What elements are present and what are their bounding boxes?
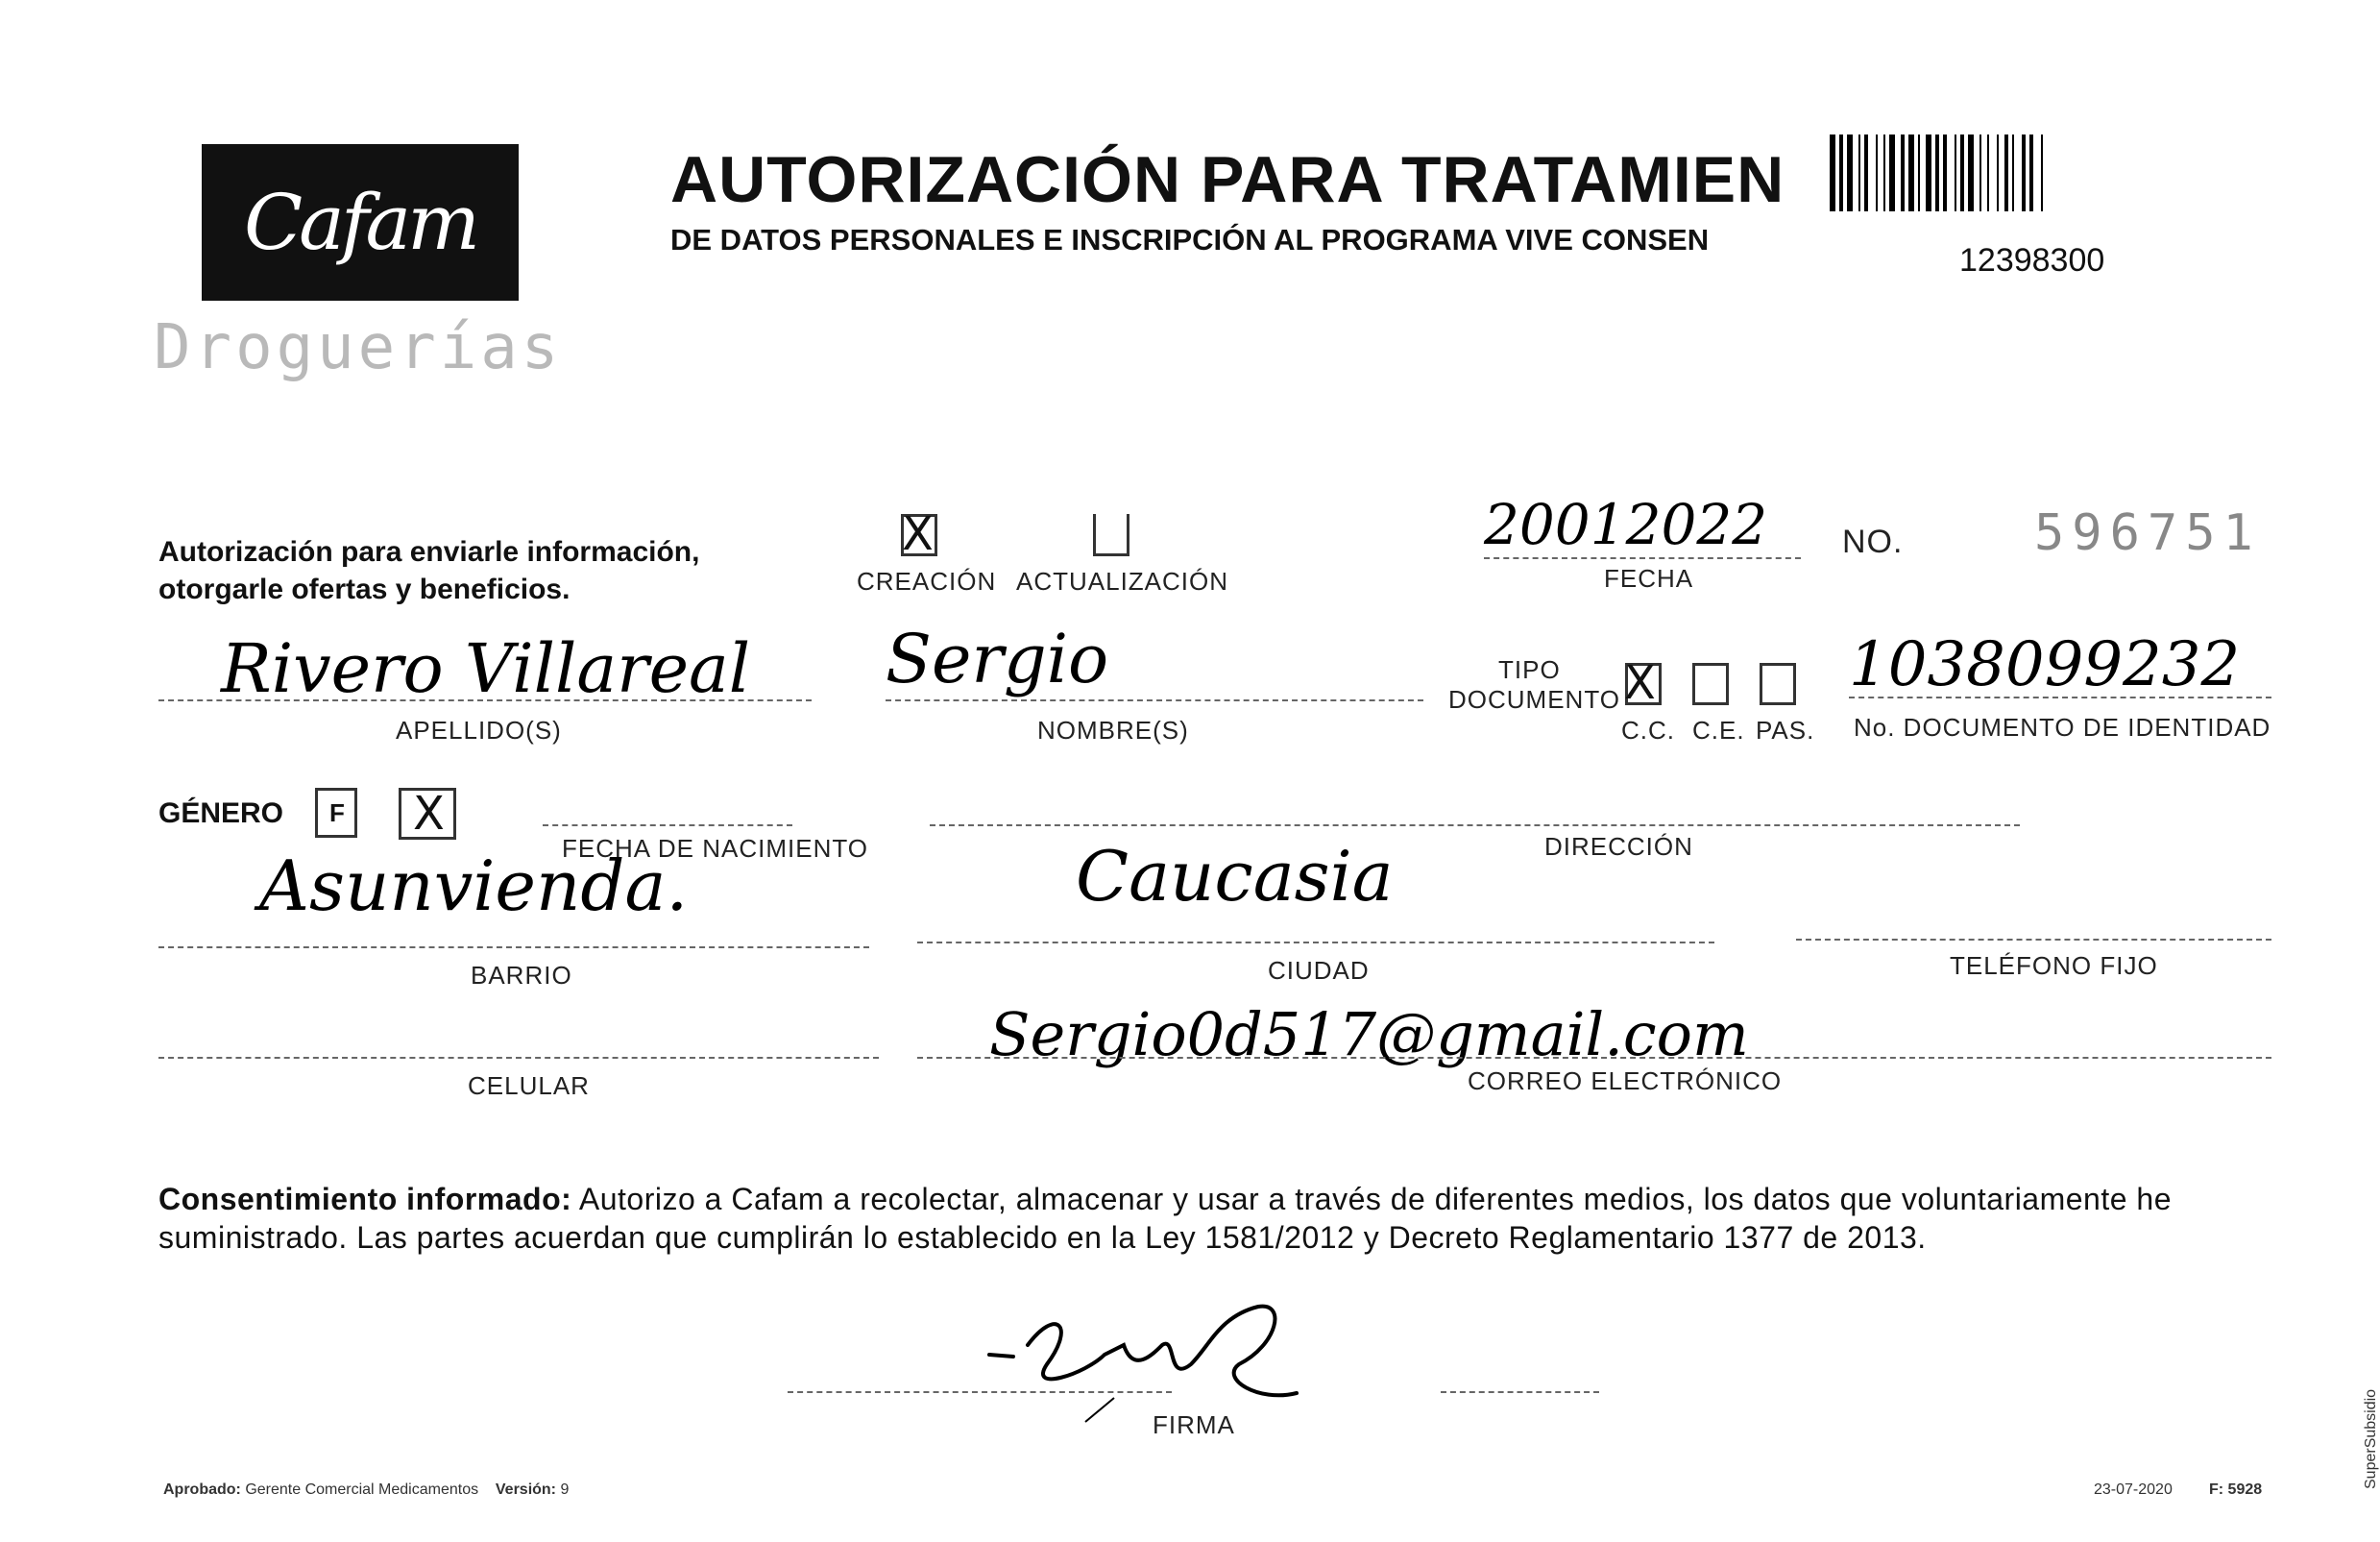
nombres-value[interactable]: Sergio (886, 620, 1109, 698)
form-subtitle: DE DATOS PERSONALES E INSCRIPCIÓN AL PROGRAMA VIVE CONSEN (670, 223, 1710, 257)
aprobado-value: Gerente Comercial Medicamentos (245, 1481, 479, 1498)
direccion-label: DIRECCIÓN (1544, 832, 1693, 861)
barcode-number: 12398300 (1959, 242, 2105, 279)
form-title: AUTORIZACIÓN PARA TRATAMIEN (670, 143, 1785, 216)
actualizacion-checkbox[interactable] (1093, 514, 1129, 556)
telefono-fijo-line (1796, 939, 2271, 941)
cc-label: C.C. (1621, 716, 1675, 745)
aprobado-label: Aprobado: (163, 1481, 241, 1498)
ciudad-label: CIUDAD (1268, 956, 1370, 985)
barcode (1830, 135, 2214, 211)
intro-line-2: otorgarle ofertas y beneficios. (158, 574, 571, 605)
consent-text: Autorizo a Cafam a recolectar, almacenar y usar a través de diferentes medios, los datos que voluntariamente he suministrado. Las partes acuerdan que cumplirán lo establecido en la Ley 1581/2012 y Decreto Reglamentario 1377 de 2013. (158, 1182, 2173, 1255)
fecha-line (1484, 557, 1801, 559)
footer-form-code: F: 5928 (2209, 1481, 2263, 1498)
consent-paragraph (158, 1180, 2271, 1257)
nacimiento-label: FECHA DE NACIMIENTO (562, 834, 869, 863)
celular-line (158, 1057, 879, 1059)
firma-line-left (788, 1391, 1172, 1393)
version-value: 9 (560, 1481, 570, 1498)
creacion-checkbox[interactable] (901, 507, 937, 561)
correo-label: CORREO ELECTRÓNICO (1468, 1066, 1783, 1095)
firma-line-right (1441, 1391, 1599, 1393)
supersubsidio-mark: SuperSubsidio (2363, 1388, 2379, 1489)
documento-line (1849, 697, 2271, 698)
celular-label: CELULAR (468, 1071, 590, 1100)
apellidos-line (158, 699, 812, 701)
telefono-fijo-label: TELÉFONO FIJO (1950, 951, 2158, 980)
apellidos-value[interactable]: Rivero Villareal (221, 629, 751, 708)
fecha-label: FECHA (1604, 564, 1694, 593)
ce-checkbox[interactable] (1692, 663, 1729, 705)
cc-checkbox[interactable] (1624, 656, 1662, 710)
genero-f-checkbox[interactable] (315, 788, 357, 838)
ciudad-value[interactable]: Caucasia (1076, 836, 1394, 917)
genero-f-label: F (329, 798, 345, 827)
cafam-logo: Cafam (243, 178, 477, 267)
footer-approval (163, 1481, 569, 1499)
consent-heading: Consentimiento informado: (158, 1182, 572, 1216)
barrio-label: BARRIO (471, 961, 572, 990)
tipo-documento-label-1: TIPO (1498, 655, 1561, 684)
intro-line-1: Autorización para enviarle información, (158, 536, 700, 568)
ce-label: C.E. (1692, 716, 1745, 745)
correo-line (917, 1057, 2271, 1059)
barrio-value[interactable]: Asunvienda. (259, 845, 689, 926)
pas-checkbox[interactable] (1760, 663, 1796, 705)
nombres-line (886, 699, 1423, 701)
documento-value[interactable]: 1038099232 (1849, 629, 2241, 700)
version-label: Versión: (495, 1481, 557, 1498)
firma-label: FIRMA (1153, 1410, 1235, 1439)
apellidos-label: APELLIDO(S) (396, 716, 562, 745)
cc-check-mark: X (1624, 656, 1656, 710)
creacion-check-mark: X (902, 507, 934, 561)
genero-m-mark: X (413, 787, 445, 841)
nombres-label: NOMBRE(S) (1037, 716, 1189, 745)
actualizacion-label: ACTUALIZACIÓN (1016, 567, 1229, 596)
signature-drawing (970, 1287, 1316, 1432)
barrio-line (158, 946, 869, 948)
pas-label: PAS. (1756, 716, 1815, 745)
tipo-documento-label-2: DOCUMENTO (1448, 685, 1620, 714)
correo-value[interactable]: Sergio0d517@gmail.com (989, 999, 1749, 1069)
genero-label: GÉNERO (158, 797, 284, 829)
droguerias-logo-text: Droguerías (154, 312, 563, 383)
nacimiento-line (543, 824, 792, 826)
creacion-label: CREACIÓN (857, 567, 997, 596)
numero-label: NO. (1842, 524, 1904, 560)
documento-label: No. DOCUMENTO DE IDENTIDAD (1854, 713, 2271, 742)
numero-value: 596751 (2034, 504, 2261, 562)
fecha-value[interactable]: 20012022 (1484, 492, 1768, 557)
footer-date: 23-07-2020 (2094, 1481, 2173, 1498)
direccion-line (930, 824, 2020, 826)
genero-m-checkbox[interactable] (399, 788, 456, 840)
ciudad-line (917, 942, 1714, 943)
